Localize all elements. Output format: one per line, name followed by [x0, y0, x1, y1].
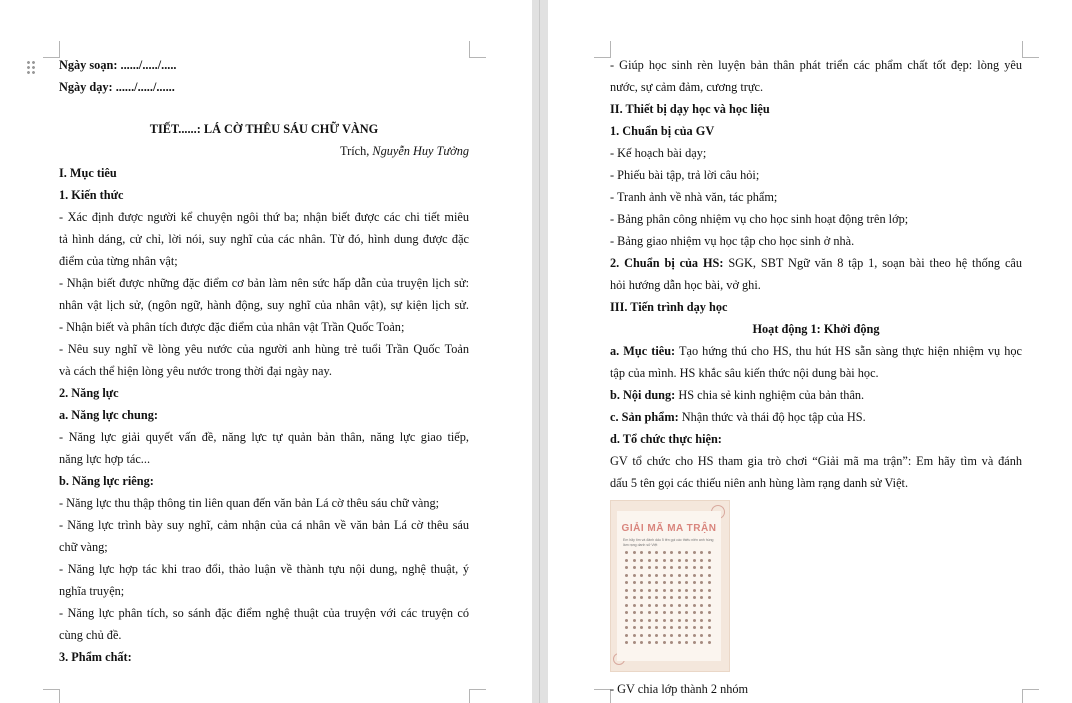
grid-letter [708, 574, 711, 577]
grid-letter [670, 619, 673, 622]
grid-letter [663, 634, 666, 637]
document-page-left [0, 0, 532, 703]
grid-letter [693, 604, 696, 607]
grid-letter [685, 596, 688, 599]
text-line: - Tranh ảnh về nhà văn, tác phẩm; [610, 190, 778, 204]
margin-corner-top-right [469, 41, 486, 58]
grid-letter [700, 596, 703, 599]
grid-letter [648, 596, 651, 599]
grid-letter [708, 559, 711, 562]
inline-label: b. Nội dung: [610, 388, 676, 402]
text-line: Hoạt động 1: Khởi động [752, 322, 880, 336]
grid-letter [700, 604, 703, 607]
grid-letter [640, 626, 643, 629]
margin-corner-top-right [1022, 41, 1039, 58]
grid-letter [633, 641, 636, 644]
inline-text: SGK, SBT Ngữ văn 8 tập 1, soạn bài theo hệ thống câu [723, 256, 1022, 270]
text-line: - Xác định được người kể chuyện ngôi thứ ba; nhận biết được các chi tiết miêu [59, 210, 469, 224]
text-line: và cách thể hiện lòng yêu nước trong thời đại ngày nay. [59, 364, 332, 378]
grid-letter [633, 634, 636, 637]
grid-letter [633, 589, 636, 592]
grid-letter [648, 634, 651, 637]
grid-letter [678, 626, 681, 629]
grid-letter [670, 559, 673, 562]
right-page-content[interactable] [610, 54, 1022, 700]
grid-letter [678, 566, 681, 569]
grid-letter [625, 634, 628, 637]
grid-letter [663, 596, 666, 599]
grid-letter [640, 574, 643, 577]
grid-letter [670, 566, 673, 569]
text-line [610, 340, 1022, 362]
text-line: Ngày soạn: ....../...../..... [59, 58, 177, 72]
grid-letter [640, 596, 643, 599]
puzzle-card [617, 511, 721, 661]
grid-letter [700, 566, 703, 569]
grid-letter [625, 641, 628, 644]
grid-letter [700, 589, 703, 592]
grid-letter [678, 574, 681, 577]
grid-letter [685, 611, 688, 614]
grid-letter [670, 604, 673, 607]
text-line: GV tổ chức cho HS tham gia trò chơi “Giải mã ma trận”: Em hãy tìm và đánh [610, 454, 1022, 468]
grid-letter [625, 559, 628, 562]
grid-letter [648, 589, 651, 592]
grid-letter [670, 611, 673, 614]
grid-letter [685, 619, 688, 622]
grid-letter [693, 611, 696, 614]
puzzle-image [610, 500, 730, 672]
text-line: tập của mình. HS khắc sâu kiến thức nội dung bài học. [610, 366, 879, 380]
source-prefix: Trích, [340, 144, 373, 158]
text-line: TIẾT......: LÁ CỜ THÊU SÁU CHỮ VÀNG [149, 122, 379, 136]
grid-letter [700, 626, 703, 629]
grid-letter [700, 641, 703, 644]
grid-letter [685, 581, 688, 584]
text-line: hỏi hướng dẫn học bài, vở ghi. [610, 278, 761, 292]
grid-letter [693, 634, 696, 637]
grid-letter [708, 581, 711, 584]
grid-letter [708, 619, 711, 622]
text-line: nhân vật lịch sử, (ngôn ngữ, hành động, suy nghĩ của nhân vật), sự kiện lịch sử. [59, 298, 469, 312]
grid-letter [685, 641, 688, 644]
grid-letter [693, 574, 696, 577]
grid-letter [685, 551, 688, 554]
grid-letter [648, 619, 651, 622]
grid-letter [685, 626, 688, 629]
text-line: - Nhận biết và phân tích được đặc điểm của nhân vật Trần Quốc Toản; [59, 320, 405, 334]
grid-letter [678, 559, 681, 562]
grid-letter [655, 634, 658, 637]
text-line: 1. Kiến thức [59, 188, 124, 202]
grid-letter [625, 566, 628, 569]
inline-text: Nhận thức và thái độ học tập của HS. [678, 410, 866, 424]
grid-letter [670, 634, 673, 637]
grid-letter [648, 551, 651, 554]
grid-letter [655, 641, 658, 644]
grid-letter [670, 581, 673, 584]
inline-label: a. Mục tiêu: [610, 344, 676, 358]
grid-letter [693, 619, 696, 622]
grid-letter [633, 626, 636, 629]
drag-handle-icon[interactable] [26, 60, 36, 76]
grid-letter [640, 559, 643, 562]
grid-letter [693, 566, 696, 569]
grid-letter [633, 619, 636, 622]
grid-letter [663, 641, 666, 644]
grid-letter [670, 641, 673, 644]
grid-letter [633, 596, 636, 599]
text-line: I. Mục tiêu [59, 166, 117, 180]
grid-letter [625, 619, 628, 622]
grid-letter [625, 589, 628, 592]
inline-text: HS chia sẻ kinh nghiệm của bản thân. [675, 388, 865, 402]
text-line: tả hình dáng, cử chỉ, lời nói, suy nghĩ của các nhân. Từ đó, hình dung được đặc [59, 232, 469, 246]
text-line: - Giúp học sinh rèn luyện bản thân phát triển các phẩm chất tốt đẹp: lòng yêu [610, 58, 1022, 72]
text-line: - Năng lực hợp tác khi trao đổi, thảo luận về thành tựu nội dung, nghệ thuật, ý [59, 562, 469, 576]
grid-letter [708, 596, 711, 599]
grid-letter [655, 604, 658, 607]
grid-letter [633, 581, 636, 584]
text-line: nghĩa truyện; [59, 584, 125, 598]
text-line: b. Năng lực riêng: [59, 474, 154, 488]
grid-letter [648, 611, 651, 614]
grid-letter [655, 581, 658, 584]
grid-letter [663, 566, 666, 569]
grid-letter [663, 611, 666, 614]
grid-letter [708, 626, 711, 629]
text-line: 3. Phẩm chất: [59, 650, 132, 664]
grid-letter [655, 611, 658, 614]
grid-letter [670, 596, 673, 599]
source-author: Nguyễn Huy Tưởng [372, 144, 469, 158]
text-line: - Năng lực giải quyết vấn đề, năng lực tự quản bản thân, năng lực giao tiếp, [59, 430, 469, 444]
grid-letter [700, 634, 703, 637]
grid-letter [640, 604, 643, 607]
grid-letter [708, 589, 711, 592]
grid-letter [633, 559, 636, 562]
text-line: - Nhận biết được những đặc điểm cơ bản làm nên sức hấp dẫn của truyện lịch sử: [59, 276, 469, 290]
text-line: 2. Năng lực [59, 386, 119, 400]
grid-letter [633, 551, 636, 554]
text-line: - GV chia lớp thành 2 nhóm [610, 682, 749, 696]
grid-letter [633, 604, 636, 607]
grid-letter [693, 589, 696, 592]
grid-letter [693, 626, 696, 629]
grid-letter [693, 641, 696, 644]
grid-letter [655, 551, 658, 554]
grid-letter [640, 634, 643, 637]
grid-letter [648, 574, 651, 577]
grid-letter [625, 611, 628, 614]
grid-letter [655, 596, 658, 599]
grid-letter [625, 574, 628, 577]
grid-letter [625, 581, 628, 584]
grid-letter [640, 611, 643, 614]
puzzle-title: GIẢI MÃ MA TRẬN [621, 523, 717, 534]
text-line: 1. Chuẩn bị của GV [610, 124, 715, 138]
text-line: chữ vàng; [59, 540, 108, 554]
grid-letter [625, 604, 628, 607]
text-line: dấu 5 tên gọi các thiếu niên anh hùng làm rạng danh sử Việt. [610, 476, 909, 490]
grid-letter [685, 634, 688, 637]
text-line: - Năng lực trình bày suy nghĩ, cảm nhận của cá nhân về văn bản Lá cờ thêu sáu [59, 518, 469, 532]
grid-letter [633, 574, 636, 577]
inline-label: 2. Chuẩn bị của HS: [610, 256, 724, 270]
margin-corner-top-left [594, 41, 611, 58]
grid-letter [663, 559, 666, 562]
grid-letter [693, 559, 696, 562]
margin-corner-bottom-right [469, 689, 486, 703]
text-line: - Kế hoạch bài dạy; [610, 146, 707, 160]
text-line: Ngày dạy: ....../...../...... [59, 80, 175, 94]
text-line: III. Tiến trình dạy học [610, 300, 728, 314]
left-page-content[interactable] [59, 54, 469, 668]
grid-letter [685, 589, 688, 592]
grid-letter [670, 589, 673, 592]
text-line: d. Tổ chức thực hiện: [610, 432, 722, 446]
text-line: điểm của từng nhân vật; [59, 254, 178, 268]
grid-letter [625, 596, 628, 599]
document-page-right [548, 0, 1072, 703]
grid-letter [655, 566, 658, 569]
margin-corner-bottom-left [594, 689, 611, 703]
grid-letter [700, 551, 703, 554]
text-line: II. Thiết bị dạy học và học liệu [610, 102, 770, 116]
grid-letter [655, 626, 658, 629]
grid-letter [678, 641, 681, 644]
grid-letter [670, 574, 673, 577]
grid-letter [708, 634, 711, 637]
inline-text: Tạo hứng thú cho HS, thu hút HS sẵn sàng thực hiện nhiệm vụ học [675, 344, 1022, 358]
text-line: - Bảng giao nhiệm vụ học tập cho học sinh ở nhà. [610, 234, 855, 248]
grid-letter [685, 566, 688, 569]
grid-letter [678, 589, 681, 592]
grid-letter [648, 626, 651, 629]
grid-letter [648, 559, 651, 562]
text-line: - Năng lực thu thập thông tin liên quan đến văn bản Lá cờ thêu sáu chữ vàng; [59, 496, 440, 510]
grid-letter [708, 604, 711, 607]
grid-letter [678, 634, 681, 637]
text-line [610, 384, 1022, 406]
grid-letter [700, 619, 703, 622]
text-line: cùng chủ đề. [59, 628, 122, 642]
grid-letter [655, 619, 658, 622]
grid-letter [663, 551, 666, 554]
grid-letter [640, 581, 643, 584]
blank-line [59, 98, 469, 118]
grid-letter [678, 581, 681, 584]
grid-letter [663, 589, 666, 592]
text-line: - Bảng phân công nhiệm vụ cho học sinh hoạt động trên lớp; [610, 212, 909, 226]
grid-letter [700, 559, 703, 562]
inline-label: c. Sản phẩm: [610, 410, 679, 424]
grid-letter [663, 604, 666, 607]
grid-letter [693, 581, 696, 584]
page-gutter [532, 0, 548, 703]
grid-letter [633, 566, 636, 569]
puzzle-letter-grid [625, 551, 713, 651]
grid-letter [663, 619, 666, 622]
grid-letter [678, 596, 681, 599]
text-line: - Phiếu bài tập, trả lời câu hỏi; [610, 168, 760, 182]
text-line: a. Năng lực chung: [59, 408, 158, 422]
grid-letter [640, 641, 643, 644]
grid-letter [700, 581, 703, 584]
grid-letter [648, 581, 651, 584]
text-line: năng lực hợp tác... [59, 452, 151, 466]
grid-letter [625, 551, 628, 554]
margin-corner-top-left [43, 41, 60, 58]
grid-letter [663, 574, 666, 577]
grid-letter [670, 626, 673, 629]
grid-letter [708, 611, 711, 614]
source-attribution [59, 140, 469, 162]
grid-letter [685, 559, 688, 562]
grid-letter [678, 619, 681, 622]
grid-letter [648, 641, 651, 644]
grid-letter [625, 626, 628, 629]
grid-letter [648, 604, 651, 607]
grid-letter [655, 559, 658, 562]
text-line [610, 406, 1022, 428]
grid-letter [693, 596, 696, 599]
grid-letter [633, 611, 636, 614]
grid-letter [640, 589, 643, 592]
grid-letter [640, 551, 643, 554]
grid-letter [663, 626, 666, 629]
grid-letter [700, 574, 703, 577]
text-line [610, 252, 1022, 274]
grid-letter [640, 566, 643, 569]
puzzle-subtitle: Em hãy tìm và đánh dấu 5 tên gọi các thiếu niên anh hùng làm rạng danh sử Việt [623, 538, 714, 547]
margin-corner-bottom-left [43, 689, 60, 703]
grid-letter [708, 641, 711, 644]
grid-letter [678, 551, 681, 554]
grid-letter [655, 589, 658, 592]
grid-letter [708, 551, 711, 554]
margin-corner-bottom-right [1022, 689, 1039, 703]
grid-letter [678, 604, 681, 607]
text-line: - Nêu suy nghĩ về lòng yêu nước của người anh hùng trẻ tuổi Trần Quốc Toản [59, 342, 469, 356]
grid-letter [655, 574, 658, 577]
grid-letter [693, 551, 696, 554]
grid-letter [685, 574, 688, 577]
grid-letter [708, 566, 711, 569]
grid-letter [700, 611, 703, 614]
grid-letter [648, 566, 651, 569]
grid-letter [670, 551, 673, 554]
grid-letter [663, 581, 666, 584]
grid-letter [678, 611, 681, 614]
grid-letter [685, 604, 688, 607]
text-line: - Năng lực phân tích, so sánh đặc điểm nghệ thuật của truyện với các truyện có [59, 606, 469, 620]
grid-letter [640, 619, 643, 622]
text-line: nước, sự cảm đảm, cương trực. [610, 80, 764, 94]
